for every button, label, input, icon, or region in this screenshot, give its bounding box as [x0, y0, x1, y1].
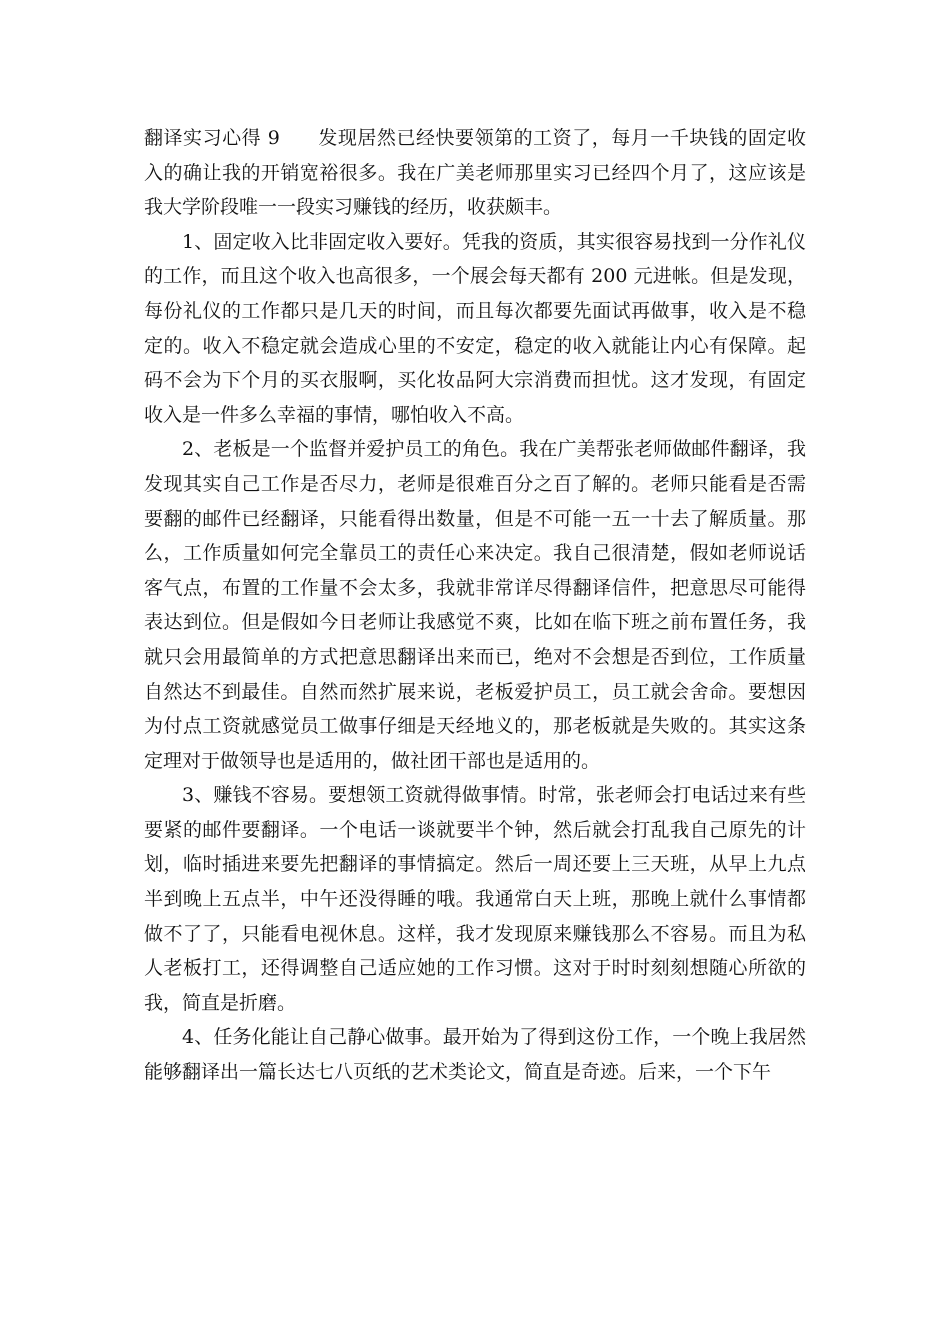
document-body — [144, 121, 806, 1090]
paragraph-4: 4、任务化能让自己静心做事。最开始为了得到这份工作，一个晚上我居然能够翻译出一篇长达七八页纸的艺术类论文，简直是奇迹。后来，一个下午 — [144, 1026, 806, 1084]
paragraph-3: 3、赚钱不容易。要想领工资就得做事情。时常，张老师会打电话过来有些要紧的邮件要翻译。一个电话一谈就要半个钟，然后就会打乱我自己原先的计划，临时插进来要先把翻译的事情搞定。然后一周还要上三天班，从早上九点半到晚上五点半，中午还没得睡的哦。我通常白天上班，那晚上就什么事情都做不了了，只能看电视休息。这样，我才发现原来赚钱那么不容易。而且为私人老板打工，还得调整自己适应她的工作习惯。这对于时时刻刻想随心所欲的我，简直是折磨。 — [144, 784, 806, 1014]
document-title: 翻译实习心得 9 — [144, 127, 280, 149]
paragraph-2: 2、老板是一个监督并爱护员工的角色。我在广美帮张老师做邮件翻译，我发现其实自己工作是否尽力，老师是很难百分之百了解的。老师只能看是否需要翻的邮件已经翻译，只能看得出数量，但是不可能一五一十去了解质量。那么，工作质量如何完全靠员工的责任心来决定。我自己很清楚，假如老师说话客气点，布置的工作量不会太多，我就非常详尽得翻译信件，把意思尽可能得表达到位。但是假如今日老师让我感觉不爽，比如在临下班之前布置任务，我就只会用最简单的方式把意思翻译出来而已，绝对不会想是否到位，工作质量自然达不到最佳。自然而然扩展来说，老板爱护员工，员工就会舍命。要想因为付点工资就感觉员工做事仔细是天经地义的，那老板就是失败的。其实这条定理对于做领导也是适用的，做社团干部也是适用的。 — [144, 438, 806, 772]
paragraph-1: 1、固定收入比非固定收入要好。凭我的资质，其实很容易找到一分作礼仪的工作，而且这个收入也高很多，一个展会每天都有 200 元进帐。但是发现，每份礼仪的工作都只是几天的时间，而且每次都要先面试再做事，收入是不稳定的。收入不稳定就会造成心里的不安定，稳定的收入就能让内心有保障。起码不会为下个月的买衣服啊，买化妆品阿大宗消费而担忧。这才发现，有固定收入是一件多么幸福的事情，哪怕收入不高。 — [144, 230, 806, 426]
intro-paragraph — [144, 121, 806, 225]
intro-text: 发现居然已经快要领第的工资了，每月一千块钱的固定收入的确让我的开销宽裕很多。我在广美老师那里实习已经四个月了，这应该是我大学阶段唯一一段实习赚钱的经历，收获颇丰。 — [144, 127, 806, 219]
